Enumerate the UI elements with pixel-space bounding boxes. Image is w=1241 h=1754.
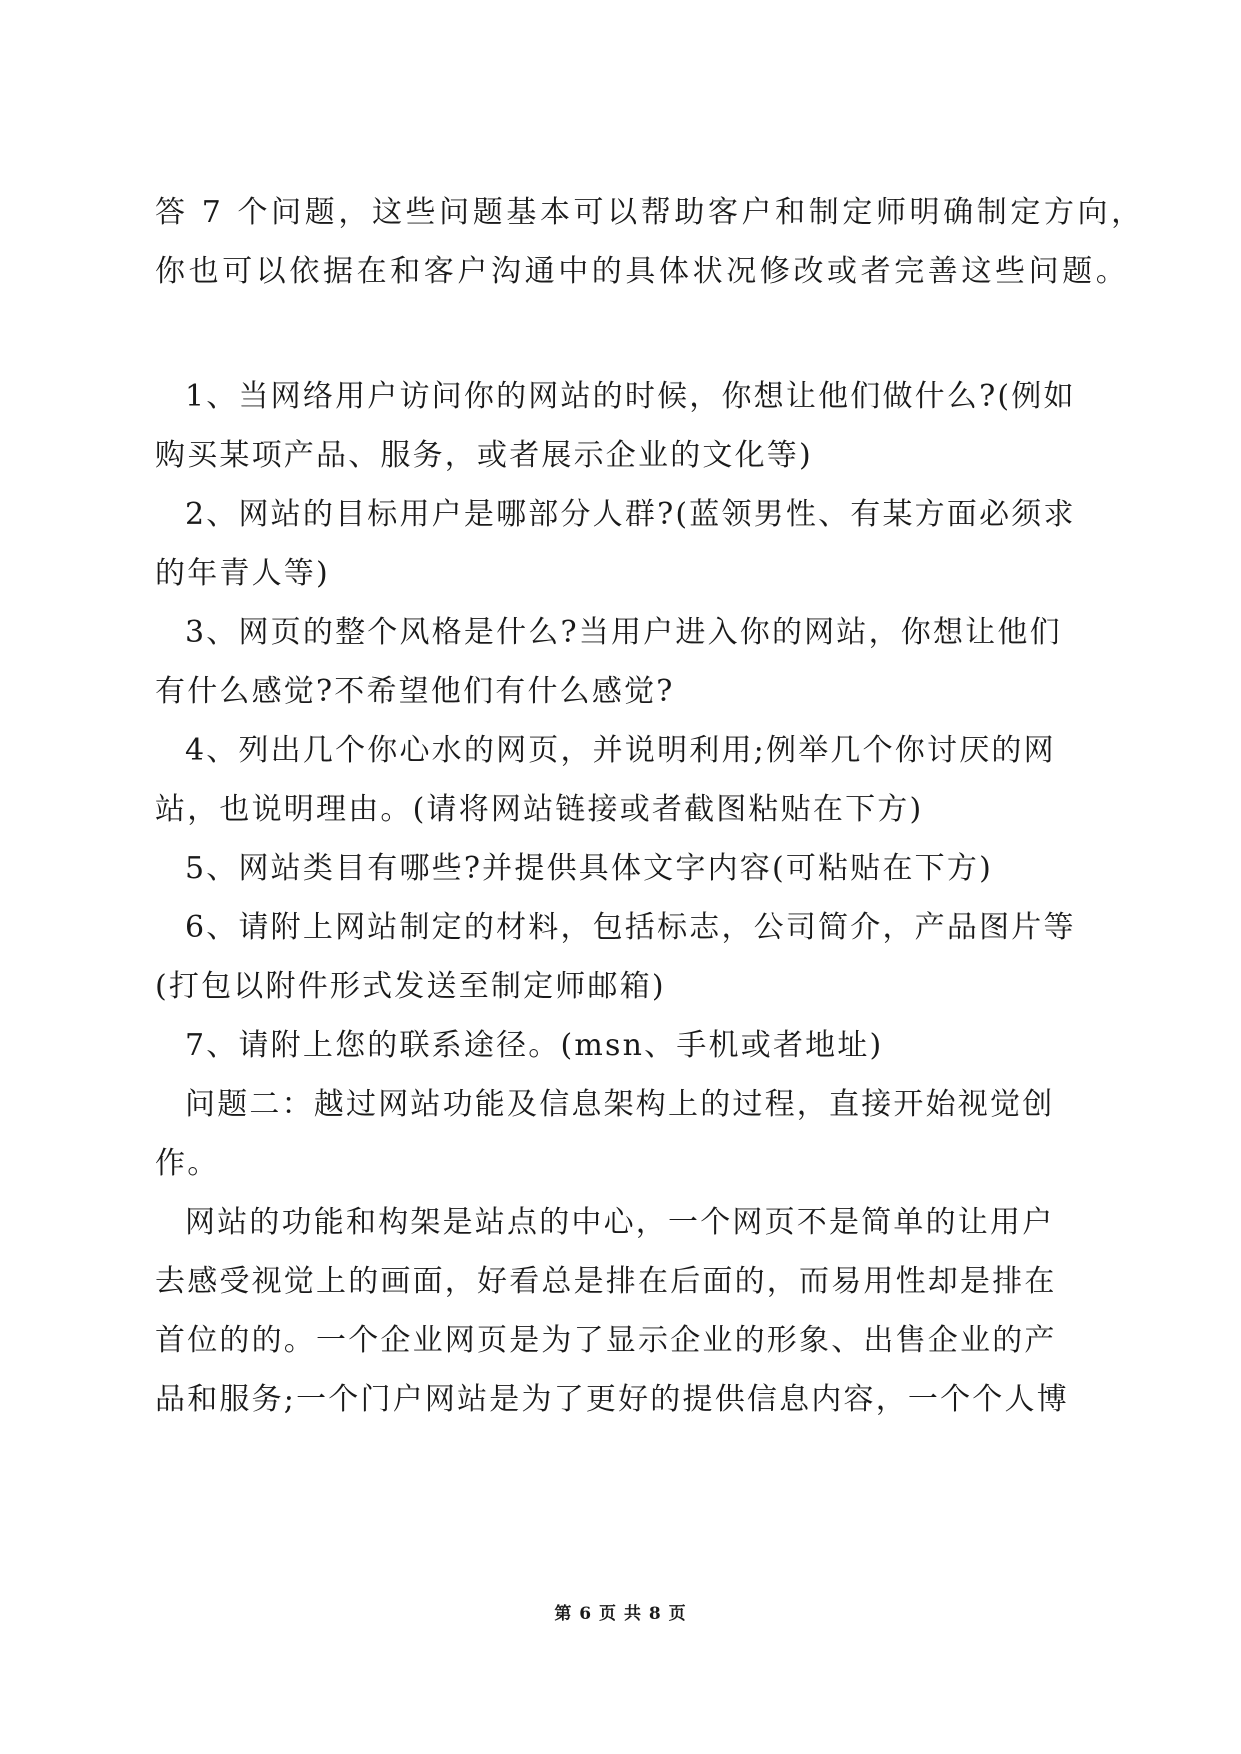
text-line: 品和服务;一个门户网站是为了更好的提供信息内容，一个个人博 [155,1382,1069,1417]
text-line: 2、网站的目标用户是哪部分人群?(蓝领男性、有某方面必须求 [185,497,1076,532]
section-heading-question-two [155,1075,1095,1193]
text-line: 首位的的。一个企业网页是为了显示企业的形象、出售企业的产 [155,1323,1057,1358]
text-line: 5、网站类目有哪些?并提供具体文字内容(可粘贴在下方) [185,851,993,886]
text-line: 问题二：越过网站功能及信息架构上的过程，直接开始视觉创 [185,1087,1055,1122]
text-line: 答 7 个问题，这些问题基本可以帮助客户和制定师明确制定方向， [155,195,1145,230]
text-line: 你也可以依据在和客户沟通中的具体状况修改或者完善这些问题。 [155,254,1130,289]
question-item-6 [155,898,1095,1016]
question-item-1 [155,367,1095,485]
paragraph-body [155,1193,1095,1429]
text-line: 7、请附上您的联系途径。(msn、手机或者地址) [185,1028,884,1063]
question-item-7 [155,1016,1095,1075]
text-line: (打包以附件形式发送至制定师邮箱) [155,969,666,1004]
page-footer [0,1599,1241,1624]
text-line: 作。 [155,1146,220,1181]
text-line: 网站的功能和构架是站点的中心，一个网页不是简单的让用户 [185,1205,1055,1240]
question-item-5 [155,839,1095,898]
text-line: 站，也说明理由。(请将网站链接或者截图粘贴在下方) [155,792,924,827]
text-line: 4、列出几个你心水的网页，并说明利用;例举几个你讨厌的网 [185,733,1056,768]
paragraph-intro [155,183,1145,301]
page-number-label: 第 6 页 共 8 页 [554,1604,687,1624]
question-item-2 [155,485,1095,603]
text-line: 3、网页的整个风格是什么?当用户进入你的网站，你想让他们 [185,615,1062,650]
question-item-3 [155,603,1095,721]
question-item-4 [155,721,1095,839]
text-line: 购买某项产品、服务，或者展示企业的文化等) [155,438,813,473]
document-body [155,183,1145,1429]
paragraph-gap [155,301,1095,367]
text-line: 6、请附上网站制定的材料，包括标志，公司简介，产品图片等 [185,910,1076,945]
text-line: 去感受视觉上的画面，好看总是排在后面的，而易用性却是排在 [155,1264,1057,1299]
text-line: 有什么感觉?不希望他们有什么感觉? [155,674,675,709]
text-line: 1、当网络用户访问你的网站的时候，你想让他们做什么?(例如 [185,379,1076,414]
text-line: 的年青人等) [155,556,330,591]
